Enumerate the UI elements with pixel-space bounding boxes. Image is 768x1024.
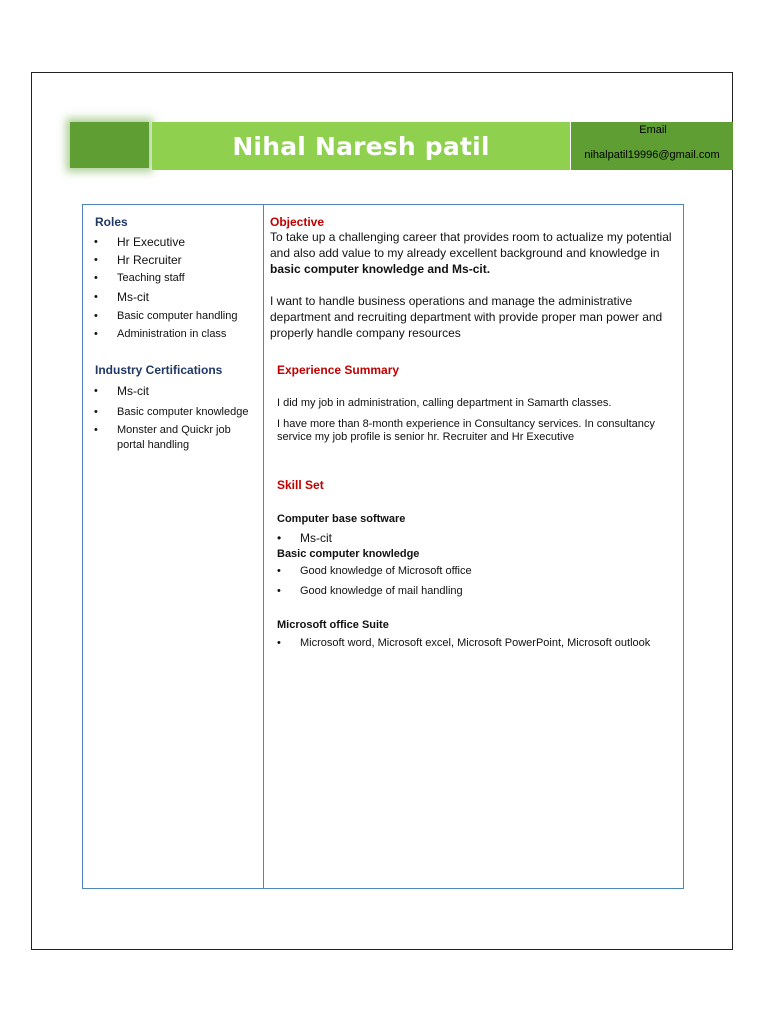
- skill-subheading: Computer base software: [277, 513, 406, 525]
- objective-paragraph-1: [270, 229, 680, 277]
- objective-paragraph-2: I want to handle business operations and manage the administrative department and recruiting department with provide proper man power and properly handle company resources: [270, 294, 663, 340]
- objective-title: Objective: [270, 215, 325, 229]
- email-value[interactable]: nihalpatil19996@gmail.com: [584, 149, 720, 161]
- header-accent-square: [70, 122, 149, 168]
- list-item: • Teaching staff: [95, 269, 260, 287]
- email-box: [571, 122, 733, 170]
- experience-paragraph-2: I have more than 8-month experience in Consultancy services. In consultancy service my job profile is senior hr. Recruiter and Hr Executive: [277, 418, 655, 443]
- list-item: • Basic computer handling: [95, 307, 260, 325]
- skill-set-title: Skill Set: [277, 478, 324, 492]
- list-item: • Basic computer knowledge: [95, 403, 260, 421]
- roles-list: [95, 233, 260, 343]
- candidate-name: Nihal Naresh patil: [232, 131, 490, 161]
- list-item: • Microsoft word, Microsoft excel, Microsoft PowerPoint, Microsoft outlook: [277, 636, 680, 651]
- header-name-bar: [152, 122, 570, 170]
- list-item: • Ms-cit: [277, 530, 680, 546]
- list-item: • Monster and Quickr job portal handling: [95, 423, 260, 453]
- list-item: • Ms-cit: [95, 382, 260, 400]
- skill-list-basic: [277, 564, 680, 599]
- left-column: [95, 215, 260, 453]
- right-column: [270, 215, 680, 651]
- skill-subheading: Basic computer knowledge: [277, 548, 420, 560]
- list-item: • Hr Recruiter: [95, 251, 260, 269]
- skill-list-software: [277, 530, 680, 546]
- list-item: • Ms-cit: [95, 287, 260, 307]
- certifications-list: [95, 382, 260, 453]
- list-item: • Good knowledge of Microsoft office: [277, 564, 680, 579]
- objective-highlight: basic computer knowledge and Ms-cit.: [270, 262, 491, 276]
- certifications-title: Industry Certifications: [95, 363, 223, 377]
- experience-paragraph-1: I did my job in administration, calling department in Samarth classes.: [277, 397, 612, 409]
- list-item: • Good knowledge of mail handling: [277, 584, 680, 599]
- experience-title: Experience Summary: [277, 363, 400, 377]
- objective-text: To take up a challenging career that provides room to actualize my potential and also add value to my already excellent background and knowledge in: [270, 230, 672, 260]
- skill-list-office: [277, 636, 680, 651]
- list-item: • Administration in class: [95, 325, 260, 343]
- list-item: • Hr Executive: [95, 233, 260, 251]
- skill-subheading: Microsoft office Suite: [277, 619, 389, 631]
- roles-title: Roles: [95, 215, 128, 229]
- email-label: Email: [639, 124, 667, 136]
- column-divider: [263, 204, 264, 889]
